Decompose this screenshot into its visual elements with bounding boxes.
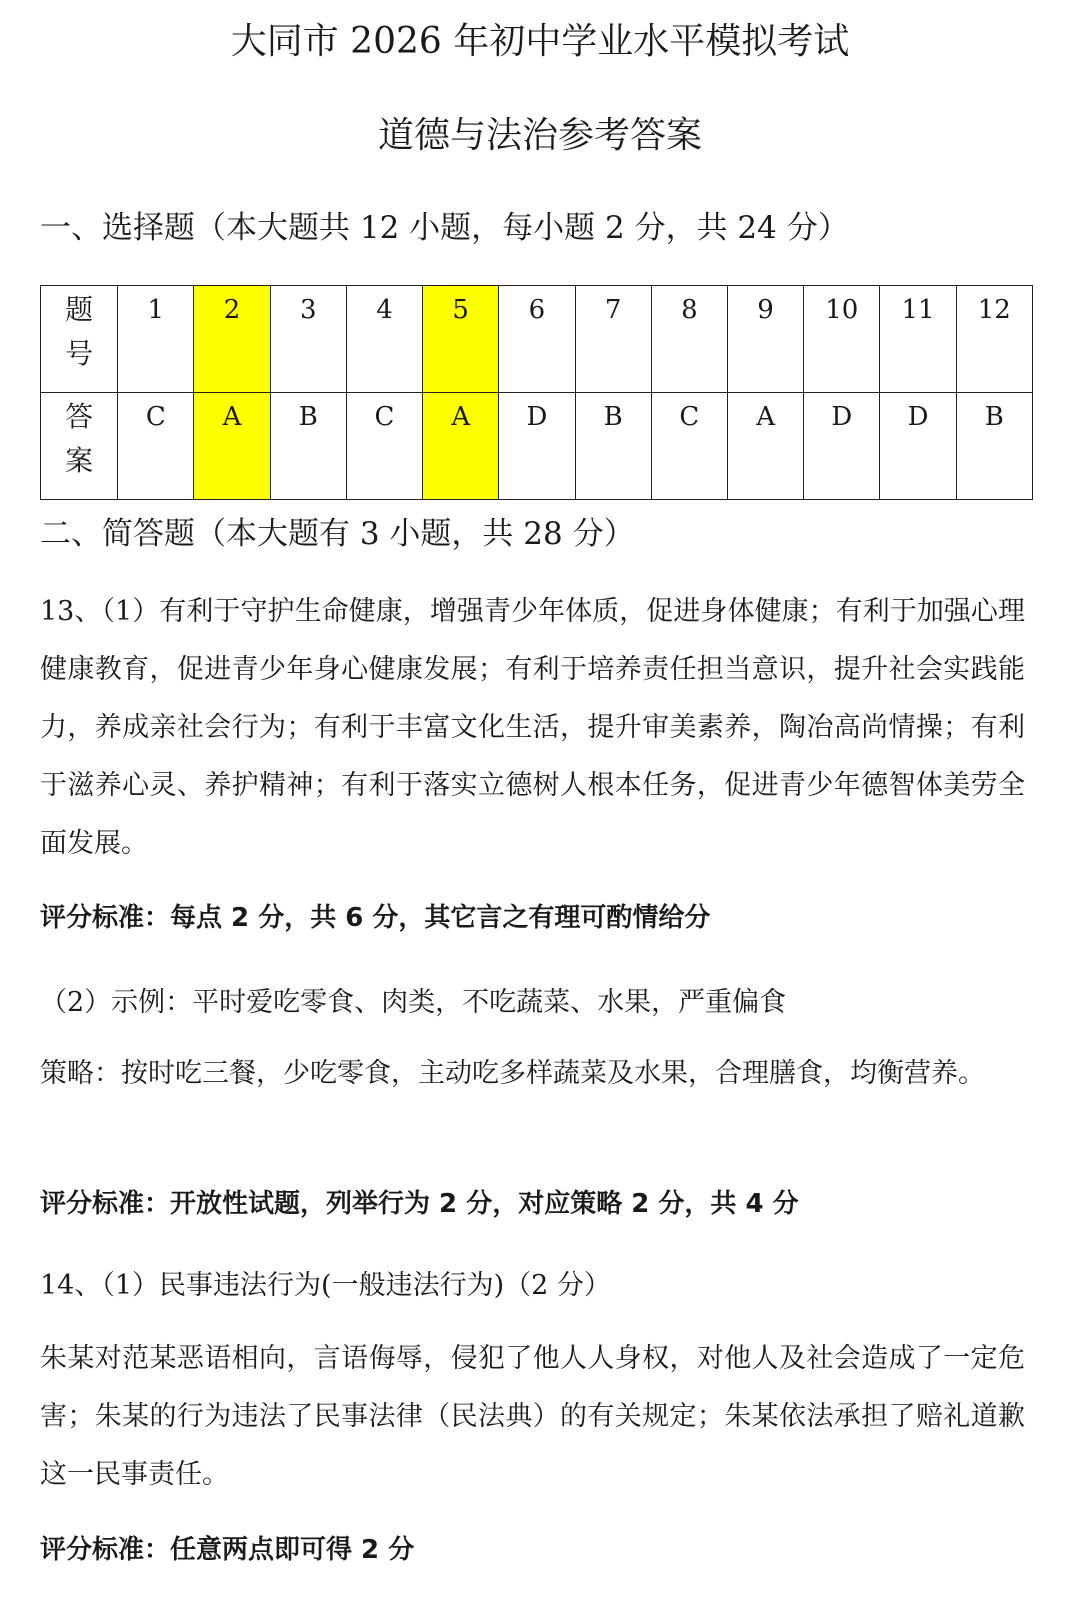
question-number-cell: 4 [346,286,422,393]
answer-cell: C [118,393,194,500]
answer-cell: B [575,393,651,500]
answer-cell: C [346,393,422,500]
q14-part1-criteria: 评分标准：任意两点即可得 2 分 [40,1535,415,1565]
question-number-cell: 6 [499,286,575,393]
answer-cell: A [194,393,270,500]
question-number-cell: 12 [956,286,1032,393]
answer-label: 答 案 [41,393,118,500]
question-number-cell: 1 [118,286,194,393]
q13-part2-example: （2）示例：平时爱吃零食、肉类，不吃蔬菜、水果，严重偏食 [40,987,787,1018]
q13-part1-criteria: 评分标准：每点 2 分，共 6 分，其它言之有理可酌情给分 [40,903,711,933]
q14-part1-explanation: 朱某对范某恶语相向，言语侮辱，侵犯了他人人身权，对他人及社会造成了一定危害；朱某的行为违法了民事法律（民法典）的有关规定；朱某依法承担了赔礼道歉这一民事责任。 [40,1343,1025,1490]
question-number-cell: 5 [423,286,499,393]
question-number-cell: 9 [727,286,803,393]
answer-cell: D [499,393,575,500]
answer-cell: A [727,393,803,500]
question-number-cell: 8 [651,286,727,393]
question-number-label: 题 号 [41,286,118,393]
answer-cell: B [270,393,346,500]
question-number-cell: 11 [880,286,956,393]
answer-cell: B [956,393,1032,500]
question-number-cell: 2 [194,286,270,393]
answer-cell: D [880,393,956,500]
q13-part2-strategy: 策略：按时吃三餐，少吃零食，主动吃多样蔬菜及水果，合理膳食，均衡营养。 [40,1058,985,1089]
q13-part1-answer: 13、（1）有利于守护生命健康，增强青少年体质，促进身体健康；有利于加强心理健康教育，促进青少年身心健康发展；有利于培养责任担当意识，提升社会实践能力，养成亲社会行为；有利于丰富文化生活，提升审美素养，陶冶高尚情操；有利于滋养心灵、养护精神；有利于落实立德树人根本任务，促进青少年德智体美劳全面发展。 [40,596,1025,859]
q13-part2-criteria: 评分标准：开放性试题，列举行为 2 分，对应策略 2 分，共 4 分 [40,1189,799,1219]
section-2-heading: 二、简答题（本大题有 3 小题，共 28 分） [40,516,635,552]
answer-key-subtitle: 道德与法治参考答案 [377,115,702,156]
section-1-heading: 一、选择题（本大题共 12 小题，每小题 2 分，共 24 分） [40,210,849,246]
answer-row [41,393,1033,500]
question-number-row [41,286,1033,393]
answer-table [40,285,1033,500]
q14-part1-answer: 14、（1）民事违法行为(一般违法行为)（2 分） [40,1270,611,1301]
exam-title: 大同市 2026 年初中学业水平模拟考试 [230,21,850,62]
answer-cell: C [651,393,727,500]
question-number-cell: 10 [804,286,880,393]
question-number-cell: 3 [270,286,346,393]
answer-cell: D [804,393,880,500]
question-number-cell: 7 [575,286,651,393]
answer-cell: A [423,393,499,500]
